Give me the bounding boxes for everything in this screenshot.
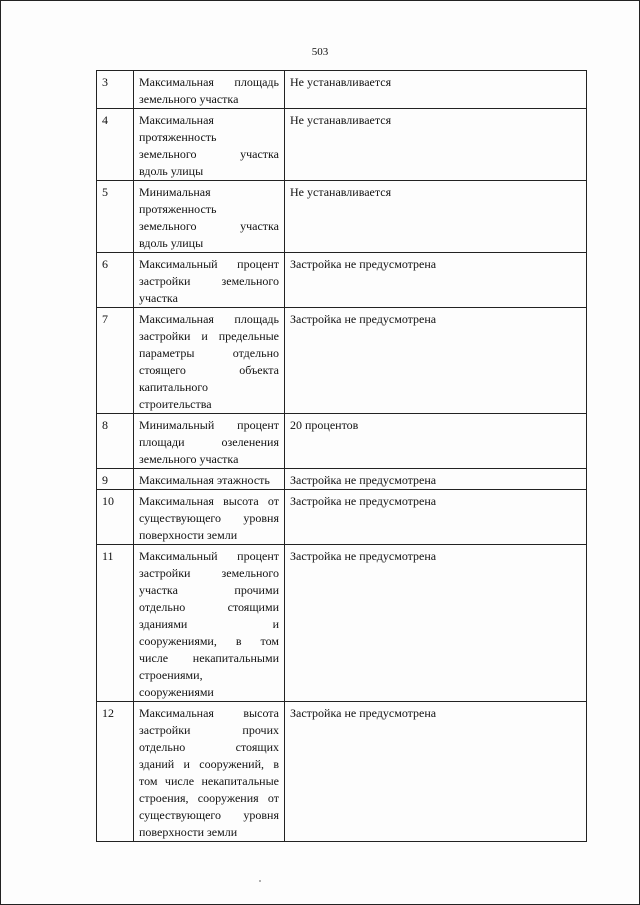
row-number: 6 xyxy=(97,253,134,308)
value-cell: Не устанавливается xyxy=(285,181,587,253)
parameter-line: поверхности земли xyxy=(139,825,238,839)
parameter-line: сооружениями xyxy=(139,685,214,699)
parameter-cell xyxy=(134,414,285,469)
parameter-line: участка прочими xyxy=(139,583,279,597)
parameter-cell xyxy=(134,71,285,109)
parameter-line: существующего уровня xyxy=(139,511,279,525)
row-number: 9 xyxy=(97,469,134,490)
table-row xyxy=(97,181,587,253)
value-cell: Застройка не предусмотрена xyxy=(285,469,587,490)
row-number: 7 xyxy=(97,308,134,414)
parameter-line: участка xyxy=(139,291,178,305)
row-number: 5 xyxy=(97,181,134,253)
parameter-line: сооружениями, в том xyxy=(139,634,279,648)
value-cell: Застройка не предусмотрена xyxy=(285,702,587,842)
page-number: 503 xyxy=(311,46,329,58)
parameter-cell xyxy=(134,109,285,181)
parameter-line: земельного участка xyxy=(139,219,279,233)
parameter-line: стоящего объекта xyxy=(139,363,279,377)
row-number: 8 xyxy=(97,414,134,469)
parameter-line: протяженность xyxy=(139,202,217,216)
row-number: 10 xyxy=(97,490,134,545)
parameter-line: земельного участка xyxy=(139,92,239,106)
parameter-line: зданиями и xyxy=(139,617,279,631)
parameter-cell xyxy=(134,253,285,308)
parameter-line: Минимальная xyxy=(139,185,211,199)
parameter-line: вдоль улицы xyxy=(139,236,204,250)
parameter-line: протяженность xyxy=(139,130,217,144)
parameter-line: площади озеленения xyxy=(139,435,279,449)
table-row xyxy=(97,545,587,702)
scan-speck xyxy=(259,880,261,882)
parameter-line: строительства xyxy=(139,397,212,411)
parameter-line: поверхности земли xyxy=(139,528,238,542)
parameter-line: вдоль улицы xyxy=(139,164,204,178)
parameter-line: существующего уровня xyxy=(139,808,279,822)
parameter-line: отдельно стоящих xyxy=(139,740,279,754)
value-cell: Застройка не предусмотрена xyxy=(285,308,587,414)
table-row xyxy=(97,253,587,308)
table-row xyxy=(97,308,587,414)
parameter-line: строениями, xyxy=(139,668,203,682)
parameter-line: Максимальная высота xyxy=(139,706,279,720)
parameter-line: застройки земельного xyxy=(139,566,279,580)
parameter-cell xyxy=(134,545,285,702)
parameter-line: Максимальная площадь xyxy=(139,312,279,326)
parameter-line: зданий и сооружений, в xyxy=(139,757,279,771)
parameter-line: Максимальная xyxy=(139,113,214,127)
parameter-line: Максимальный процент xyxy=(139,257,279,271)
table-row xyxy=(97,109,587,181)
value-cell: Застройка не предусмотрена xyxy=(285,545,587,702)
parameter-line: Максимальный процент xyxy=(139,549,279,563)
parameter-line: параметры отдельно xyxy=(139,346,279,360)
row-number: 3 xyxy=(97,71,134,109)
regulations-table xyxy=(96,70,587,842)
parameter-cell xyxy=(134,181,285,253)
parameter-line: числе некапитальными xyxy=(139,651,279,665)
value-cell: Не устанавливается xyxy=(285,71,587,109)
parameter-line: земельного участка xyxy=(139,452,239,466)
parameter-line: Максимальная высота от xyxy=(139,494,279,508)
parameter-line: Максимальная площадь xyxy=(139,75,279,89)
value-cell: 20 процентов xyxy=(285,414,587,469)
table-row xyxy=(97,71,587,109)
value-cell: Не устанавливается xyxy=(285,109,587,181)
parameter-cell xyxy=(134,702,285,842)
parameter-line: земельного участка xyxy=(139,147,279,161)
table-row xyxy=(97,414,587,469)
row-number: 12 xyxy=(97,702,134,842)
row-number: 11 xyxy=(97,545,134,702)
parameter-line: застройки и предельные xyxy=(139,329,279,343)
table-row xyxy=(97,469,587,490)
table-body xyxy=(97,71,587,842)
parameter-line: капитального xyxy=(139,380,208,394)
parameter-line: строения, сооружения от xyxy=(139,791,279,805)
row-number: 4 xyxy=(97,109,134,181)
parameter-cell xyxy=(134,490,285,545)
value-cell: Застройка не предусмотрена xyxy=(285,490,587,545)
parameter-line: отдельно стоящими xyxy=(139,600,279,614)
parameter-line: Максимальная этажность xyxy=(139,473,270,487)
parameter-cell xyxy=(134,308,285,414)
table-row xyxy=(97,702,587,842)
value-cell: Застройка не предусмотрена xyxy=(285,253,587,308)
parameter-line: застройки прочих xyxy=(139,723,279,737)
table-row xyxy=(97,490,587,545)
parameter-line: том числе некапитальные xyxy=(139,774,279,788)
parameter-line: Минимальный процент xyxy=(139,418,279,432)
parameter-cell xyxy=(134,469,285,490)
parameter-line: застройки земельного xyxy=(139,274,279,288)
